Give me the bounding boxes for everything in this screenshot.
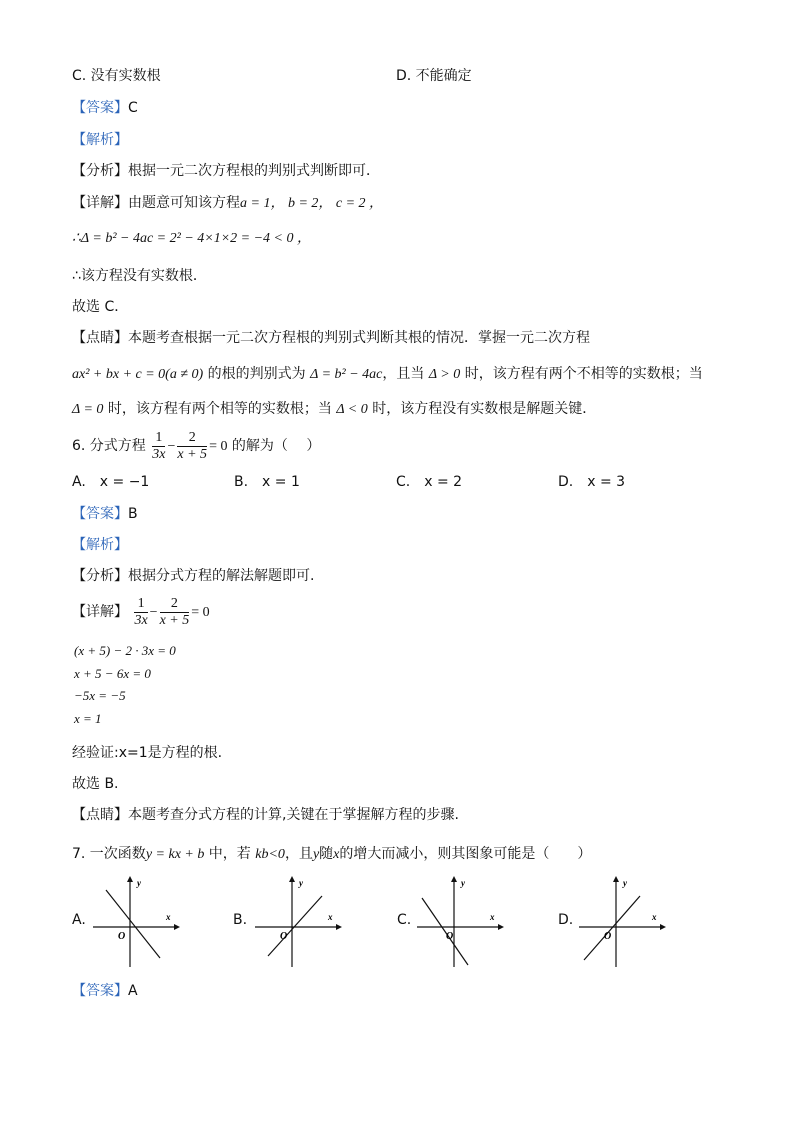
origin-label: O <box>604 931 612 942</box>
prev-option-c: C. 没有实数根 <box>72 68 161 84</box>
fraction-2 <box>177 430 207 463</box>
origin-label: O <box>280 931 288 942</box>
q5-delta-line: ∴Δ = b² − 4ac = 2² − 4×1×2 = −4 < 0 ， <box>72 231 312 246</box>
text: 时，该方程有两个相等的实数根；当 <box>103 401 337 417</box>
q6-choose: 故选 B. <box>72 776 119 792</box>
denominator: 3x <box>134 612 148 628</box>
q7-graph-c <box>412 872 512 972</box>
q7-option-a-label: A. <box>72 912 86 928</box>
numerator: 2 <box>177 430 207 447</box>
prev-option-d: D. 不能确定 <box>396 68 472 84</box>
discriminant: Δ = b² − 4ac <box>310 367 383 382</box>
analysis-tag: 【解析】 <box>72 537 128 553</box>
step-1: (x + 5) − 2 · 3x = 0 <box>74 643 176 658</box>
step-2: x + 5 − 6x = 0 <box>74 665 151 681</box>
delta-negative: Δ < 0 <box>336 402 368 417</box>
numerator: 1 <box>134 596 147 613</box>
delta-zero: Δ = 0 <box>72 402 104 417</box>
axis-y-label: y <box>137 878 141 888</box>
var-y: y <box>312 847 320 862</box>
fenxi-tag: 【分析】 <box>72 163 128 179</box>
text: 的根的判别式为 <box>203 366 311 382</box>
q7-stem <box>72 844 591 865</box>
step-4: x = 1 <box>74 710 102 726</box>
q6-option-a: A. x = −1 <box>72 474 150 490</box>
dianjing-tag: 【点睛】 <box>72 807 128 823</box>
q7-stem-a: 7. 一次函数 <box>72 846 146 862</box>
axis-x-label: x <box>328 912 333 922</box>
q6-stem-prefix: 6. 分式方程 <box>72 438 146 454</box>
text: 时，该方程有两个不相等的实数根；当 <box>460 366 703 382</box>
q6-solution-steps <box>74 640 176 730</box>
q6-option-d: D. x = 3 <box>558 474 626 490</box>
dianjing-text: 本题考查分式方程的计算,关键在于掌握解方程的步骤. <box>128 807 459 823</box>
denominator: x + 5 <box>159 612 190 628</box>
q7-stem-e: 的增大而减小，则其图象可能是（ ） <box>339 846 592 862</box>
numerator: 1 <box>152 430 165 447</box>
step-3: −5x = −5 <box>74 688 126 703</box>
q5-conclusion: ∴该方程没有实数根． <box>72 268 207 284</box>
q7-option-d-label: D. <box>558 912 574 928</box>
q6-answer <box>72 504 138 524</box>
q5-answer <box>72 98 138 118</box>
origin-label: O <box>118 931 126 942</box>
axis-y-label: y <box>299 878 303 888</box>
quadratic-general-form: ax² + bx + c = 0(a ≠ 0) <box>72 367 204 382</box>
fenxi-text: 根据分式方程的解法解题即可. <box>128 568 315 584</box>
minus-sign: − <box>149 605 158 620</box>
axis-x-label: x <box>652 912 657 922</box>
coefficients: a = 1， b = 2， c = 2 ， <box>240 196 384 211</box>
axis-y-label: y <box>461 878 465 888</box>
axis-x-label: x <box>490 912 495 922</box>
q6-verify: 经验证:x=1是方程的根. <box>72 745 223 761</box>
q7-option-b-label: B. <box>233 912 248 928</box>
fraction-1 <box>152 430 165 463</box>
xiangjie-tag: 【详解】 <box>72 195 128 211</box>
q6-xiangjie <box>72 594 210 631</box>
equals-zero: = 0 <box>191 605 210 620</box>
q7-stem-d: 随 <box>319 846 334 862</box>
fraction-2 <box>160 596 190 629</box>
equals-zero: = 0 <box>209 439 228 454</box>
text: ，且当 <box>382 366 429 382</box>
q6-fenxi <box>72 566 314 586</box>
minus-sign: − <box>167 439 176 454</box>
q5-dianjing-3 <box>72 399 596 420</box>
q6-option-c: C. x = 2 <box>396 474 463 490</box>
q5-choose: 故选 C． <box>72 299 129 315</box>
q5-analysis-heading <box>72 130 128 150</box>
q5-xiangjie <box>72 193 383 214</box>
answer-tag: 【答案】 <box>72 100 128 116</box>
var-x: x <box>333 847 340 862</box>
delta-positive: Δ > 0 <box>428 367 461 382</box>
q7-graph-d <box>574 872 674 972</box>
axis-x-label: x <box>166 912 171 922</box>
q7-graph-a <box>88 872 188 972</box>
condition: kb<0 <box>255 847 285 862</box>
q7-answer <box>72 981 138 1001</box>
q7-stem-b: 中，若 <box>204 846 256 862</box>
q6-stem <box>72 428 320 465</box>
linear-function: y = kx + b <box>145 847 205 862</box>
numerator: 2 <box>160 596 190 613</box>
q5-fenxi <box>72 161 380 181</box>
fenxi-text: 根据一元二次方程根的判别式判断即可． <box>128 163 380 179</box>
answer-value: B <box>128 506 138 522</box>
origin-label: O <box>446 931 454 942</box>
xiangjie-text: 由题意可知该方程 <box>128 195 240 211</box>
fraction-1 <box>134 596 147 629</box>
q5-dianjing-2 <box>72 364 703 385</box>
axis-y-label: y <box>623 878 627 888</box>
q7-stem-c: ，且 <box>284 846 313 862</box>
q6-stem-suffix: 的解为（ ） <box>231 438 321 454</box>
answer-tag: 【答案】 <box>72 983 128 999</box>
analysis-tag: 【解析】 <box>72 132 128 148</box>
answer-tag: 【答案】 <box>72 506 128 522</box>
answer-value: A <box>128 983 138 999</box>
denominator: 3x <box>152 446 166 462</box>
q6-dianjing <box>72 805 459 825</box>
q6-option-b: B. x = 1 <box>234 474 300 490</box>
q7-graph-b <box>250 872 350 972</box>
denominator: x + 5 <box>177 446 208 462</box>
dianjing-text: 本题考查根据一元二次方程根的判别式判断其根的情况．掌握一元二次方程 <box>128 330 590 346</box>
text: 时，该方程没有实数根是解题关键． <box>367 401 597 417</box>
q5-dianjing-1 <box>72 328 590 348</box>
q6-analysis-heading <box>72 535 128 555</box>
dianjing-tag: 【点睛】 <box>72 330 128 346</box>
answer-value: C <box>128 100 138 116</box>
q7-option-c-label: C. <box>397 912 412 928</box>
xiangjie-tag: 【详解】 <box>72 604 128 620</box>
fenxi-tag: 【分析】 <box>72 568 128 584</box>
